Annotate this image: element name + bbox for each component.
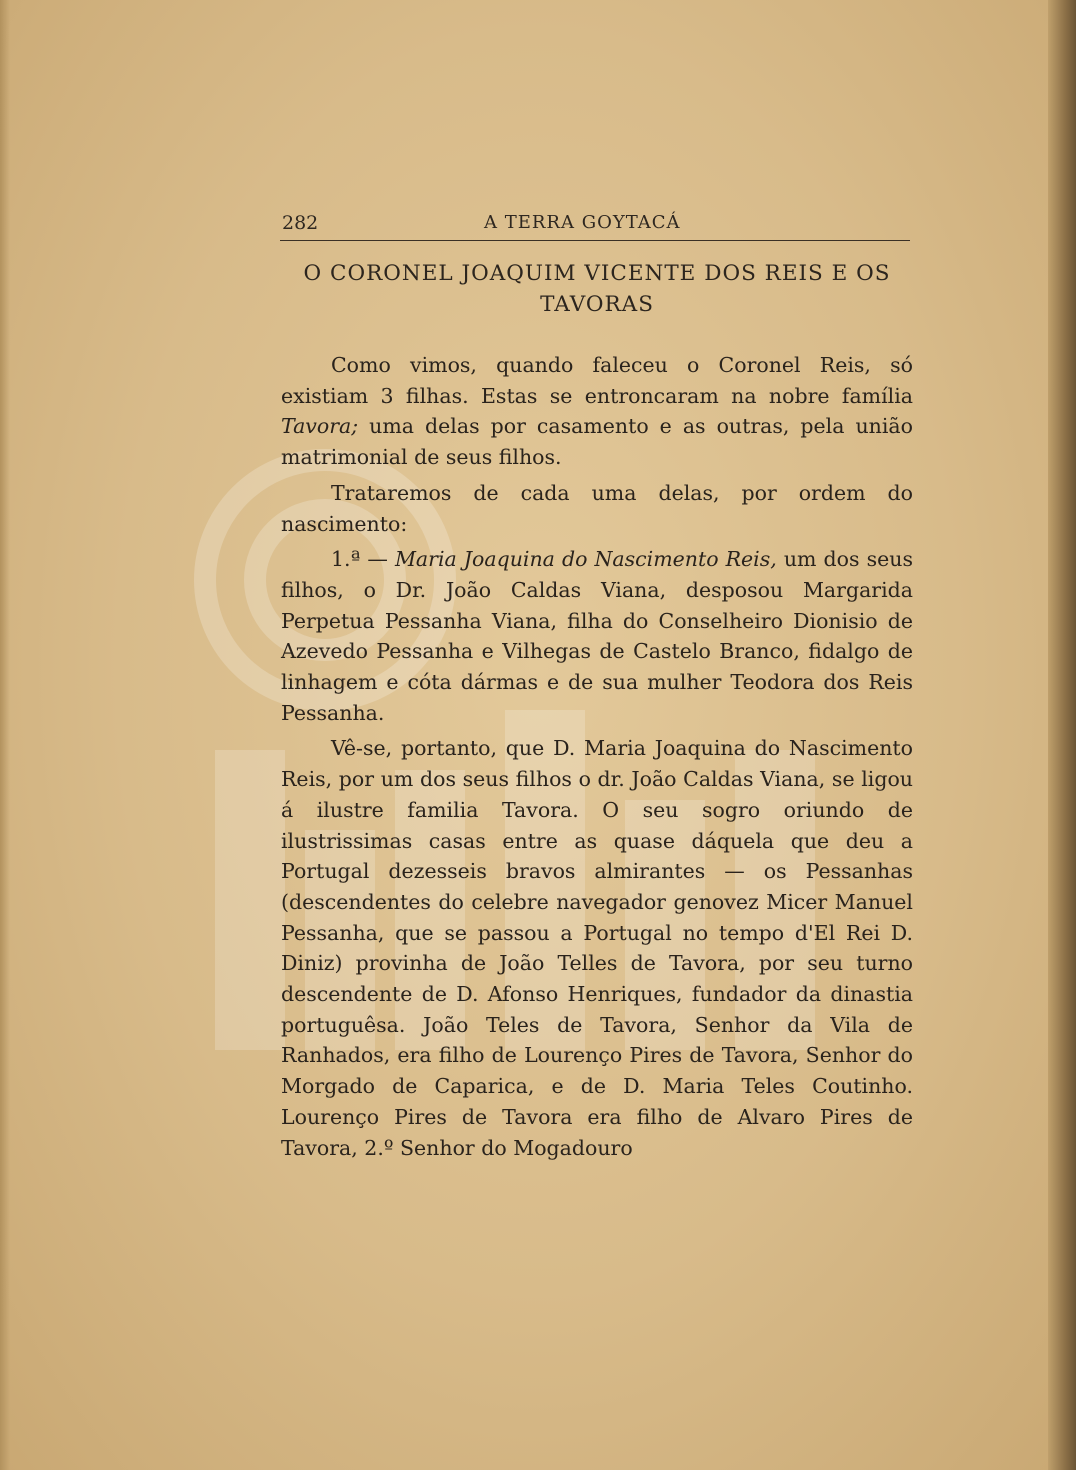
running-title: A TERRA GOYTACÁ [484,212,681,233]
italic-name: Maria Joaquina do Nascimento Reis, [394,547,777,572]
running-header [280,210,910,241]
paragraph: Trataremos de cada uma delas, por ordem do nascimento: [281,480,913,536]
paragraph [281,544,913,728]
paragraph-text: Como vimos, quando faleceu o Coronel Reis, só existiam 3 filhas. Estas se entroncaram na nobre família [281,353,913,408]
paragraph-text: um dos seus filhos, o Dr. João Caldas Viana, desposou Margarida Perpetua Pessanha Viana, filha do Conselheiro Dionisio de Azevedo Pessanha e Vilhegas de Castelo Branco, fidalgo de linhagem e cóta dármas e de sua mulher Teodora dos Reis Pessanha. [281,547,913,725]
list-number: 1.ª — [331,547,395,572]
page-left-shadow [0,0,10,1470]
paragraph-text: uma delas por casamento e as outras, pela união matrimonial de seus filhos. [281,414,913,470]
chapter-title: O CORONEL JOAQUIM VICENTE DOS REIS E OS TAVORAS [303,261,891,317]
page-number: 282 [282,212,319,234]
paragraph: Vê-se, portanto, que D. Maria Joaquina do Nascimento Reis, por um dos seus filhos o dr. João Caldas Viana, se ligou á ilustre familia Tavora. O seu sogro oriundo de ilustrissimas casas entre as quase dáquela que deu a Portugal dezesseis bravos almirantes — os Pessanhas (descendentes do celebre navegador genovez Micer Manuel Pessanha, que se passou a Portugal no tempo d'El Rei D. Diniz) provinha de João Telles de Tavora, por seu turno descendente de D. Afonso Henriques, fundador da dinastia portuguêsa. João Teles de Tavora, Senhor da Vila de Ranhados, era filho de Lourenço Pires de Tavora, Senhor do Morgado de Caparica, e de D. Maria Teles Coutinho. Lourenço Pires de Tavora era filho de Alvaro Pires de Tavora, 2.º Senhor do Mogadouro [281,736,913,1160]
page-right-edge [1048,0,1076,1470]
body-text [281,350,913,1168]
paragraph [281,350,913,473]
italic-text: Tavora; [281,414,359,439]
